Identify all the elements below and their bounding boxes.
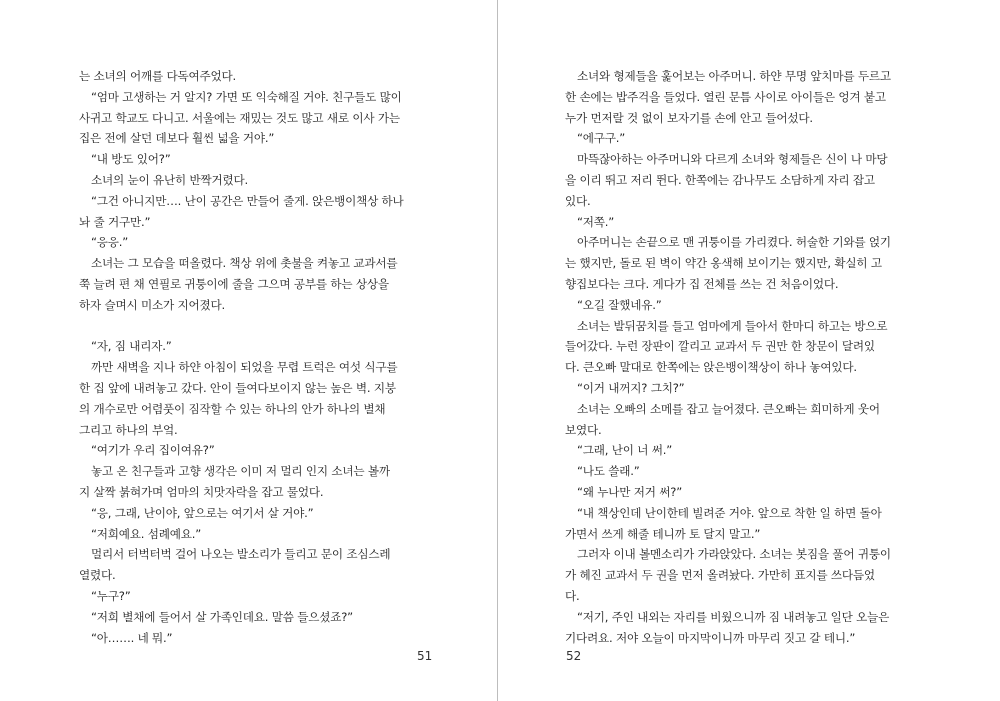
text-line: “그건 아니지만…. 난이 공간은 만들어 줄게. 앉은뱅이책상 하나 <box>91 193 404 208</box>
text-line: 을 이리 뛰고 저리 뛴다. 한쪽에는 감나무도 소담하게 자리 잡고 <box>565 172 875 187</box>
text-line: “아……. 네 뭐.” <box>91 630 173 645</box>
text-line: “저기, 주인 내외는 자리를 비웠으니까 짐 내려놓고 일단 오늘은 <box>577 609 890 624</box>
text-line: “왜 누나만 저거 써?” <box>577 484 683 499</box>
text-line: “응응.” <box>91 235 129 250</box>
text-line: 멀리서 터벅터벅 걸어 나오는 발소리가 들리고 문이 조심스레 <box>91 547 391 562</box>
text-line: “에구구.” <box>577 131 626 146</box>
text-line: 그리고 하나의 부엌. <box>79 422 178 437</box>
left-page <box>79 66 441 648</box>
text-line: 한 집 앞에 내려놓고 갔다. 안이 들여다보이지 않는 높은 벽. 지붕 <box>79 380 396 395</box>
text-line: 다. <box>565 588 580 603</box>
text-line: 마뜩잖아하는 아주머니와 다르게 소녀와 형제들은 신이 나 마당 <box>577 152 888 167</box>
text-line: “이거 내꺼지? 그치?” <box>577 380 685 395</box>
text-line: 사귀고 학교도 다니고. 서울에는 재밌는 것도 많고 새로 이사 가는 <box>79 110 400 125</box>
text-line: “자, 짐 내리자.” <box>91 339 172 354</box>
page-gutter-divider <box>497 0 498 701</box>
text-line: “오길 잘했네유.” <box>577 297 662 312</box>
text-line: 가 헤진 교과서 두 권을 먼저 올려놨다. 가만히 표지를 쓰다듬었 <box>565 568 875 583</box>
text-line: 는 했지만, 돌로 된 벽이 약간 옹색해 보이기는 했지만, 확실히 고 <box>565 256 882 271</box>
text-line: “엄마 고생하는 거 알지? 가면 또 익숙해질 거야. 친구들도 많이 <box>91 89 402 104</box>
right-page-text <box>565 66 927 648</box>
text-line: 보였다. <box>565 422 602 437</box>
text-line: “나도 쓸래.” <box>577 464 640 479</box>
text-line: “저쪽.” <box>577 214 615 229</box>
text-line: 하자 슬며시 미소가 지어졌다. <box>79 297 225 312</box>
text-line: 쭉 늘려 편 채 연필로 귀퉁이에 줄을 그으며 공부를 하는 상상을 <box>79 276 389 291</box>
text-line: 그러자 이내 볼멘소리가 가라앉았다. 소녀는 봇짐을 풀어 귀퉁이 <box>577 547 891 562</box>
page-number-left: 51 <box>417 649 433 663</box>
text-line: 다. 큰오빠 말대로 한쪽에는 앉은뱅이책상이 하나 놓여있다. <box>565 360 857 375</box>
text-line: 누가 먼저랄 것 없이 보자기를 손에 안고 들어섰다. <box>565 110 813 125</box>
text-line: 집은 전에 살던 데보다 훨씬 넓을 거야.” <box>79 131 275 146</box>
text-line: 열렸다. <box>79 568 116 583</box>
text-line: “누구?” <box>91 588 131 603</box>
text-line: 아주머니는 손끝으로 맨 귀퉁이를 가리켰다. 허술한 기와를 얹기 <box>577 235 891 250</box>
text-line: “저희예요. 섬례예요.” <box>91 526 202 541</box>
text-line: 향집보다는 크다. 게다가 집 전체를 쓰는 건 처음이었다. <box>565 276 839 291</box>
text-line: 놔 줄 거구만.” <box>79 214 151 229</box>
text-line: 있다. <box>565 193 591 208</box>
text-line: “내 책상인데 난이한테 빌려준 거야. 앞으로 착한 일 하면 돌아 <box>577 505 882 520</box>
page-number-right: 52 <box>566 649 582 663</box>
text-line: 는 소녀의 어깨를 다독여주었다. <box>79 69 236 83</box>
text-line: 기다려요. 저야 오늘이 마지막이니까 마무리 짓고 갈 테니.” <box>565 630 856 645</box>
text-line: 소녀는 발뒤꿈치를 들고 엄마에게 들아서 한마디 하고는 방으로 <box>577 318 888 333</box>
text-line: “여기가 우리 집이여유?” <box>91 443 215 458</box>
text-line: “응, 그래, 난이야, 앞으로는 여기서 살 거야.” <box>91 505 314 520</box>
text-line: 가면서 쓰게 해줄 테니까 토 달지 말고.” <box>565 526 761 541</box>
section-break <box>79 316 441 337</box>
text-line: 지 살짝 붉혀가며 엄마의 치맛자락을 잡고 물었다. <box>79 484 324 499</box>
text-line: 소녀의 눈이 유난히 반짝거렸다. <box>91 172 248 187</box>
text-line: “내 방도 있어?” <box>91 152 171 167</box>
left-page-text <box>79 66 441 648</box>
text-line: 까만 새벽을 지나 하얀 아침이 되었을 무렵 트럭은 여섯 식구를 <box>91 360 398 375</box>
text-line: “저희 별채에 들어서 살 가족인데요. 말씀 들으셨죠?” <box>91 609 353 624</box>
text-line: 의 개수로만 어렴풋이 짐작할 수 있는 하나의 안가 하나의 별채 <box>79 401 386 416</box>
text-line: “그래, 난이 너 써.” <box>577 443 673 458</box>
text-line: 들어갔다. 누런 장판이 깔리고 교과서 두 권만 한 창문이 달려있 <box>565 339 875 354</box>
text-line: 소녀는 오빠의 소메를 잡고 늘어졌다. 큰오빠는 희미하게 웃어 <box>577 401 880 416</box>
text-line: 소녀는 그 모습을 떠올렸다. 책상 위에 촛불을 켜놓고 교과서를 <box>91 256 398 271</box>
text-line: 한 손에는 밥주걱을 들었다. 열린 문틈 사이로 아이들은 엉겨 붙고 <box>565 89 886 104</box>
text-line: 소녀와 형제들을 훑어보는 아주머니. 하얀 무명 앞치마를 두르고 <box>577 69 891 83</box>
text-line: 놓고 온 친구들과 고향 생각은 이미 저 멀리 인지 소녀는 볼까 <box>91 464 390 479</box>
right-page <box>565 66 927 648</box>
